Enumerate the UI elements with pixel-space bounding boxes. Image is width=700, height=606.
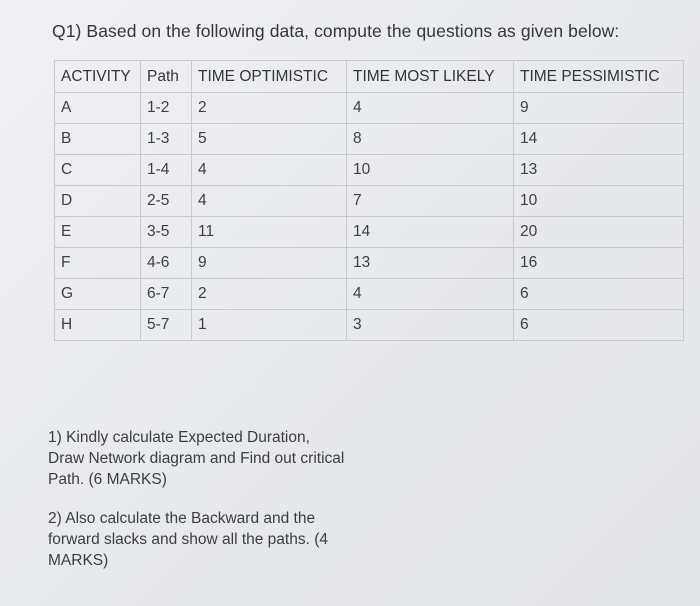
cell-path: 2-5 [141,186,192,217]
cell-activity: E [55,217,141,248]
cell-most-likely: 7 [347,186,514,217]
cell-optimistic: 11 [192,217,347,248]
cell-pessimistic: 6 [514,279,684,310]
cell-path: 1-3 [141,124,192,155]
cell-path: 4-6 [141,248,192,279]
question-2: 2) Also calculate the Backward and the forward slacks and show all the paths. (4 MARKS) [48,510,328,569]
header-activity: ACTIVITY [55,61,141,93]
cell-activity: D [55,186,141,217]
cell-most-likely: 3 [347,310,514,341]
table-row [55,124,684,155]
cell-activity: G [55,279,141,310]
cell-pessimistic: 14 [514,124,684,155]
cell-pessimistic: 10 [514,186,684,217]
cell-path: 1-4 [141,155,192,186]
header-time-most-likely: TIME MOST LIKELY [347,61,514,93]
header-time-optimistic: TIME OPTIMISTIC [192,61,347,93]
cell-optimistic: 2 [192,93,347,124]
questions-block [48,427,348,589]
table-row [55,217,684,248]
cell-pessimistic: 20 [514,217,684,248]
cell-path: 5-7 [141,310,192,341]
cell-most-likely: 14 [347,217,514,248]
cell-optimistic: 4 [192,155,347,186]
cell-most-likely: 4 [347,93,514,124]
header-time-pessimistic: TIME PESSIMISTIC [514,61,684,93]
header-path: Path [141,61,192,93]
cell-optimistic: 1 [192,310,347,341]
question-heading: Q1) Based on the following data, compute the questions as given below: [52,21,620,41]
cell-pessimistic: 9 [514,93,684,124]
table-row [55,155,684,186]
cell-most-likely: 10 [347,155,514,186]
cell-path: 3-5 [141,217,192,248]
cell-optimistic: 2 [192,279,347,310]
table-row [55,279,684,310]
cell-activity: C [55,155,141,186]
cell-activity: B [55,124,141,155]
cell-most-likely: 13 [347,248,514,279]
cell-pessimistic: 16 [514,248,684,279]
cell-pessimistic: 6 [514,310,684,341]
cell-pessimistic: 13 [514,155,684,186]
activity-table [54,60,684,341]
cell-most-likely: 4 [347,279,514,310]
cell-optimistic: 5 [192,124,347,155]
cell-optimistic: 4 [192,186,347,217]
cell-path: 1-2 [141,93,192,124]
table-row [55,186,684,217]
cell-most-likely: 8 [347,124,514,155]
table-row [55,93,684,124]
cell-activity: H [55,310,141,341]
cell-path: 6-7 [141,279,192,310]
cell-optimistic: 9 [192,248,347,279]
table-header-row [55,61,684,93]
table-row [55,248,684,279]
table-row [55,310,684,341]
cell-activity: F [55,248,141,279]
question-1: 1) Kindly calculate Expected Duration, Draw Network diagram and Find out critical Path. (6 MARKS) [48,429,345,488]
cell-activity: A [55,93,141,124]
